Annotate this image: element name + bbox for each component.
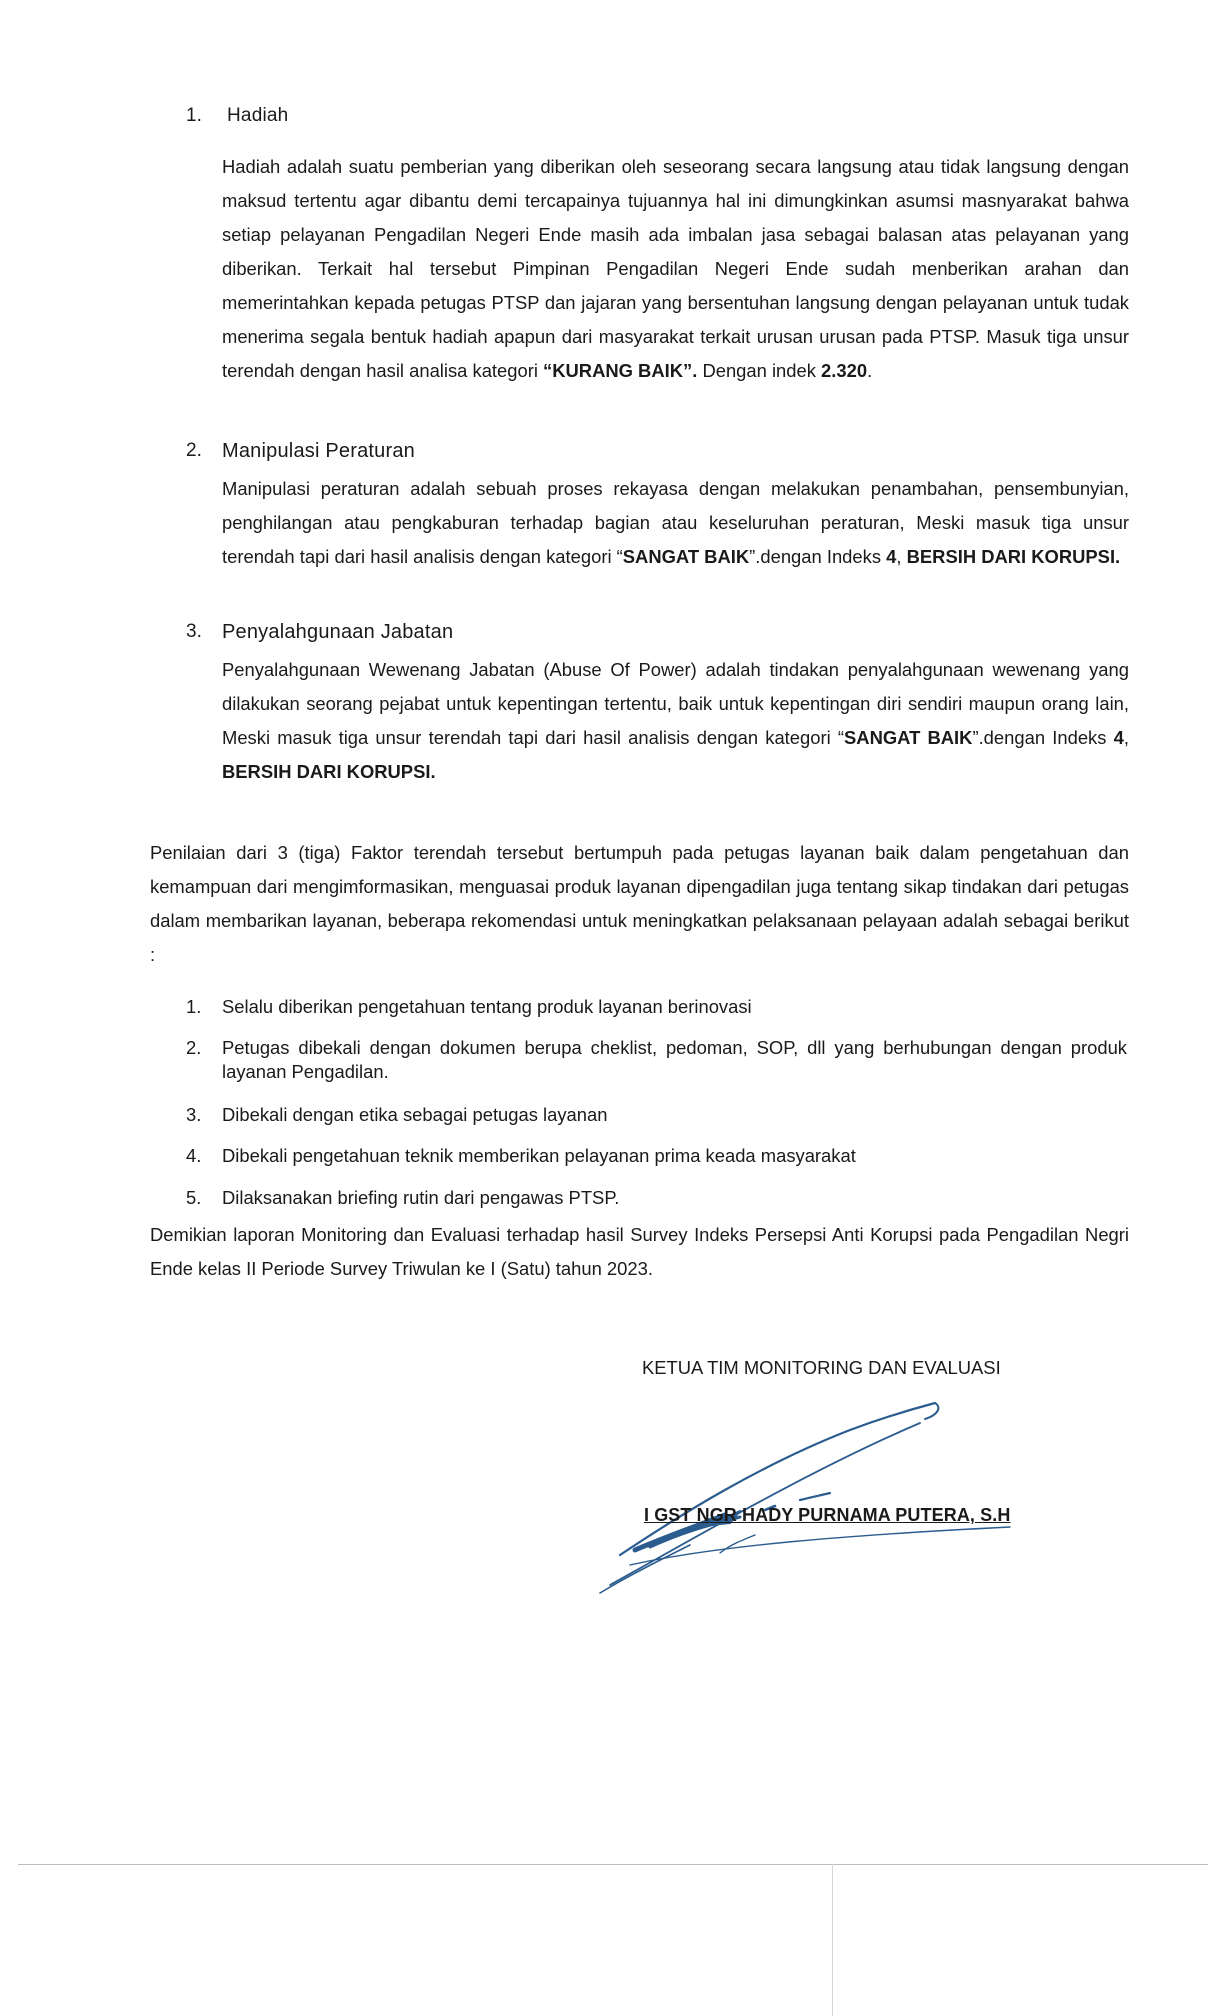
status-label: BERSIH DARI KORUPSI. (222, 761, 436, 782)
section-number: 2. (186, 440, 202, 461)
list-text: Selalu diberikan pengetahuan tentang produk layanan berinovasi (222, 996, 752, 1017)
list-number: 3. (186, 1104, 202, 1125)
text: ”.dengan Indeks (972, 727, 1114, 748)
text: . (867, 360, 873, 381)
text: Dengan indek (697, 360, 822, 381)
signatory-title: KETUA TIM MONITORING DAN EVALUASI (642, 1357, 1001, 1378)
category-label: SANGAT BAIK (622, 546, 750, 567)
section-title: Hadiah (227, 105, 289, 126)
section-title: Manipulasi Peraturan (222, 440, 415, 462)
section-title: Penyalahgunaan Jabatan (222, 621, 454, 643)
category-label: SANGAT BAIK (844, 727, 973, 748)
list-text: Petugas dibekali dengan dokumen berupa cheklist, pedoman, SOP, dll yang berhubungan dengan produk layanan Pengadilan. (222, 1037, 1127, 1082)
list-number: 5. (186, 1187, 202, 1208)
list-text: Dibekali dengan etika sebagai petugas layanan (222, 1104, 608, 1125)
category-label: “KURANG BAIK”. (543, 360, 698, 381)
text: Hadiah adalah suatu pemberian yang diberikan oleh seseorang secara langsung atau tidak langsung dengan maksud tertentu agar dibantu demi tercapainya tujuannya hal ini dimungkinkan asumsi masnyarakat bahwa setiap pelayanan Pengadilan Negeri Ende masih ada imbalan jasa sebagai balasan atas pelayanan yang diberikan. Terkait hal tersebut Pimpinan Pengadilan Negeri Ende sudah menberikan arahan dan memerintahkan kepada petugas PTSP dan jajaran yang bersentuhan langsung dengan pelayanan untuk tudak menerima segala bentuk hadiah apapun dari masyarakat terkait urusan urusan pada PTSP. Masuk tiga unsur terendah dengan hasil analisa kategori (222, 156, 1129, 381)
list-text: Dilaksanakan briefing rutin dari pengawas PTSP. (222, 1187, 620, 1208)
text: Manipulasi peraturan adalah sebuah proses rekayasa dengan melakukan penambahan, pensembunyian, penghilangan atau pengkaburan terhadap bagian atau keseluruhan peraturan, Meski masuk tiga unsur terendah tapi dari hasil analisis dengan kategori “ (222, 478, 1129, 567)
section-hadiah-body (222, 150, 1129, 388)
assessment-paragraph: Penilaian dari 3 (tiga) Faktor terendah tersebut bertumpuh pada petugas layanan baik dalam pengetahuan dan kemampuan dari mengimformasikan, menguasai produk layanan dipengadilan juga tentang sikap tindakan dari petugas dalam membarikan layanan, beberapa rekomendasi untuk meningkatkan pelaksanaan pelayaan adalah sebagai berikut : (150, 842, 1129, 965)
index-value: 4 (886, 546, 897, 567)
text: Penyalahgunaan Wewenang Jabatan (Abuse Of Power) adalah tindakan penyalahgunaan wewenang yang dilakukan seorang pejabat untuk kepentingan tertentu, baik untuk kepentingan diri sendiri maupun orang lain, Meski masuk tiga unsur terendah tapi dari hasil analisis dengan kategori “ (222, 659, 1129, 748)
index-value: 2.320 (821, 360, 868, 381)
signatory-name: I GST NGR HADY PURNAMA PUTERA, S.H (644, 1505, 1011, 1525)
section-penyalahgunaan-body (222, 653, 1129, 789)
list-text: Dibekali pengetahuan teknik memberikan pelayanan prima keada masyarakat (222, 1145, 856, 1166)
closing-paragraph: Demikian laporan Monitoring dan Evaluasi terhadap hasil Survey Indeks Persepsi Anti Korupsi pada Pengadilan Negri Ende kelas II Periode Survey Triwulan ke I (Satu) tahun 2023. (150, 1224, 1129, 1279)
list-number: 1. (186, 996, 202, 1017)
handwritten-signature-icon (590, 1385, 1030, 1595)
section-number: 1. (186, 105, 202, 126)
text: , (896, 546, 907, 567)
section-number: 3. (186, 621, 202, 642)
footer-divider-vertical (832, 1864, 833, 2016)
list-number: 4. (186, 1145, 202, 1166)
index-value: 4 (1113, 727, 1124, 748)
section-manipulasi-body (222, 472, 1129, 574)
text: , (1123, 727, 1129, 748)
list-number: 2. (186, 1037, 202, 1058)
status-label: BERSIH DARI KORUPSI. (906, 546, 1121, 567)
text: ”.dengan Indeks (749, 546, 887, 567)
footer-divider (18, 1864, 1208, 1865)
